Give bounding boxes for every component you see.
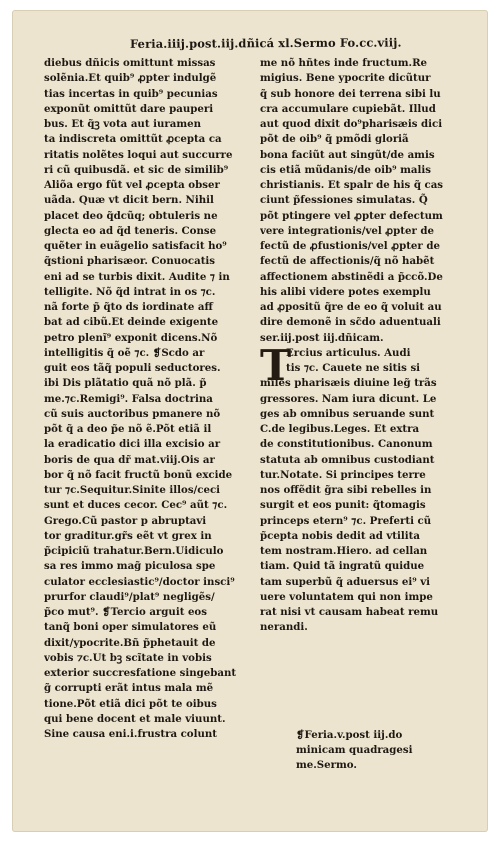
text-line: tur.Notate. Si principes terre [260,468,426,481]
text-line: glecta eo ad q̃d teneris. Conse [44,224,217,237]
text-line: p̃cepta nobis dedit ad vtilita [260,529,420,542]
text-line: boris de qua dr̃ mat.viij.Ois ar [44,453,215,466]
text-line: solẽnia.Et quib⁹ ꝓpter indulgẽ [44,72,217,85]
text-line: tam superbũ q̃ aduersus ei⁹ vi [260,575,431,588]
text-line: bor q̃ nõ facit fructũ bonũ excide [44,468,233,481]
running-header: Feria.iiij.post.iij.dñicá xl.Sermo Fo.cc.viij. [129,35,402,51]
text-line: cra accumulare cupiebãt. Illud [260,102,436,115]
text-line: ritatis nolẽtes loqui aut succurre [44,148,233,161]
text-line: rat nisi vt causam habeat remu [260,606,439,618]
text-line: Sine causa eni.i.frustra colunt [44,728,217,740]
text-line: dire demonẽ in sc̃do aduentuali [260,316,441,329]
text-line: Grego.Cũ pastor p abruptavi [44,514,207,527]
text-line: cis etiã mũdanis/de oib⁹ malis [260,163,432,176]
text-line: q̃stioni pharisæor. Conuocatis [44,255,216,268]
text-line: Aliõa ergo fũt vel ꝓcepta obser [44,179,220,191]
rubric-line: ❡Feria.v.post iij.do [296,728,403,741]
text-line: sunt et duces cecor. Cec⁹ aũt ⁊c. [44,499,228,512]
text-line: fectũ de ꝓfustionis/vel ꝓpter de [260,240,440,252]
text-line: Ercius articulus. Audi [286,346,411,359]
text-line: vere integrationis/vel ꝓpter de [260,224,434,237]
text-line: surgit et eos punit: q̃tomagis [260,499,426,512]
text-line: vobis ⁊c.Ut bꝫ scĩtate in vobis [44,651,212,664]
text-line: bona faciũt aut singũt/de amis [260,148,435,161]
text-line: nã forte p̃ q̃to ds iordinate aff [44,301,213,313]
text-line: uere voluntatem qui non impe [260,590,433,603]
text-line: la eradicatio dici illa excisio ar [44,438,221,451]
text-line: qui bene docent et male viuunt. [44,712,226,725]
text-line: tur ⁊c.Sequitur.Sinite illos/ceci [44,484,221,496]
rubric-line: me.Sermo. [296,759,357,771]
text-line: quẽter in euãgelio satisfacit ho⁹ [44,240,227,252]
text-line: aut quod dixit do⁹pharisæis dici [260,118,443,130]
text-line: g̃ corrupti erãt intus mala mẽ [44,682,214,695]
text-line: exponũt omittũt dare pauperi [44,102,214,115]
text-line: de constitutionibus. Canonum [260,438,433,451]
text-line: ri cũ quibusdã. et sic de similib⁹ [44,163,229,176]
text-line: bat ad cibũ.Et deinde exigente [44,316,219,329]
text-line: tem nostram.Hiero. ad cellan [260,545,428,557]
text-line: tiam. Quid tã ingratũ quidue [260,560,425,573]
text-line: exterior succresfatione singebant [44,667,237,679]
text-line: ges ab omnibus seruande sunt [260,407,435,420]
text-line: miles pharisæis diuine leg̃ trãs [260,377,437,390]
text-line: gressores. Nam iura dicunt. Le [260,392,437,405]
text-line: his alibi videre potes exemplu [260,285,431,298]
text-line: cũ suis auctoribus pmanere nõ [44,407,221,420]
text-line: tias incertas in quib⁹ pecunias [44,87,218,100]
text-line: eni ad se turbis dixit. Audite ⁊ in [44,270,230,283]
left-column [44,56,256,742]
text-line: princeps etern⁹ ⁊c. Preferti cũ [260,514,432,527]
book-page [12,10,488,832]
text-line: dixit/ypocrite.Bñ p̃phetauit de [44,636,216,649]
text-line: prurfor claudi⁹/plat⁹ negligẽs/ [44,590,215,603]
text-line: christianis. Et spalr de his q̃ cas [260,179,444,191]
text-line: põt q̃ a deo p̃e nõ ẽ.Põt etiã il [44,423,212,435]
text-line: intelligitis q̃ oẽ ⁊c. ❡Scdo ar [44,346,205,359]
text-line: statuta ab omnibus custodiant [260,453,435,466]
text-line: bus. Et q̃ꝫ vota aut iuramen [44,118,201,130]
text-line: affectionem abstinẽdi a p̃ccõ.De [260,270,443,283]
text-line: p̃co mut⁹. ❡Tercio arguit eos [44,606,207,618]
text-line: põt ptingere vel ꝓpter defectum [260,209,443,222]
text-line: tor graditur.gr̃s eẽt vt grex in [44,529,212,542]
text-line: uãda. Quæ vt dicit bern. Nihil [44,194,214,207]
text-line: nos offẽdit g̃ra sibi rebelles in [260,484,432,496]
text-line: migius. Bene ypocrite dicũtur [260,72,431,85]
text-line: tis ⁊c. Cauete ne sitis si [286,362,421,374]
text-line: p̃cipiciũ trahatur.Bern.Uidiculo [44,545,224,557]
text-line: ciunt p̃fessiones simulatas. Q̃ [260,194,428,207]
text-line: diebus dñicis omittunt missas [44,57,216,69]
text-line: guit eos tãq̃ populi seductores. [44,362,221,374]
text-line: tione.Põt etiã dici põt te oibus [44,697,217,710]
column-gap [260,636,474,728]
right-column [260,56,474,773]
text-line: me.⁊c.Remigi⁹. Falsa doctrina [44,392,213,405]
text-line: nerandi. [260,621,308,634]
text-line: ibi Dis plãtatio quã nõ plã. p̃ [44,377,207,390]
text-line: culator ecclesiastic⁹/doctor insci⁹ [44,575,235,588]
text-line: tanq̃ boni oper simulatores eũ [44,621,217,634]
text-line: telligite. Nõ q̃d intrat in os ⁊c. [44,285,216,298]
rubric-heading [260,728,474,774]
text-line: placet deo q̃dcũq; obtuleris ne [44,209,218,222]
text-line: ad ꝓpositũ q̃re de eo q̃ voluit au [260,301,442,313]
decorated-initial: T [260,340,292,390]
text-line: põt de oib⁹ q̃ pmõdi gloriã [260,133,409,146]
text-line: sa res immo mag̃ piculosa spe [44,560,216,573]
text-line: petro plenĩ⁹ exponit dicens.Nõ [44,331,218,344]
text-line: me nõ hñtes inde fructum.Re [260,57,428,69]
text-line: ser.iij.post iij.dñicam. [260,331,384,344]
text-line: fectũ de affectionis/q̃ nõ habẽt [260,255,435,268]
rubric-line: minicam quadragesi [296,743,413,756]
text-line: ta indiscreta omittũt ꝓcepta ca [44,133,222,146]
text-line: q̃ sub honore dei terrena sibi lu [260,87,441,100]
text-line: C.de legibus.Leges. Et extra [260,423,420,435]
